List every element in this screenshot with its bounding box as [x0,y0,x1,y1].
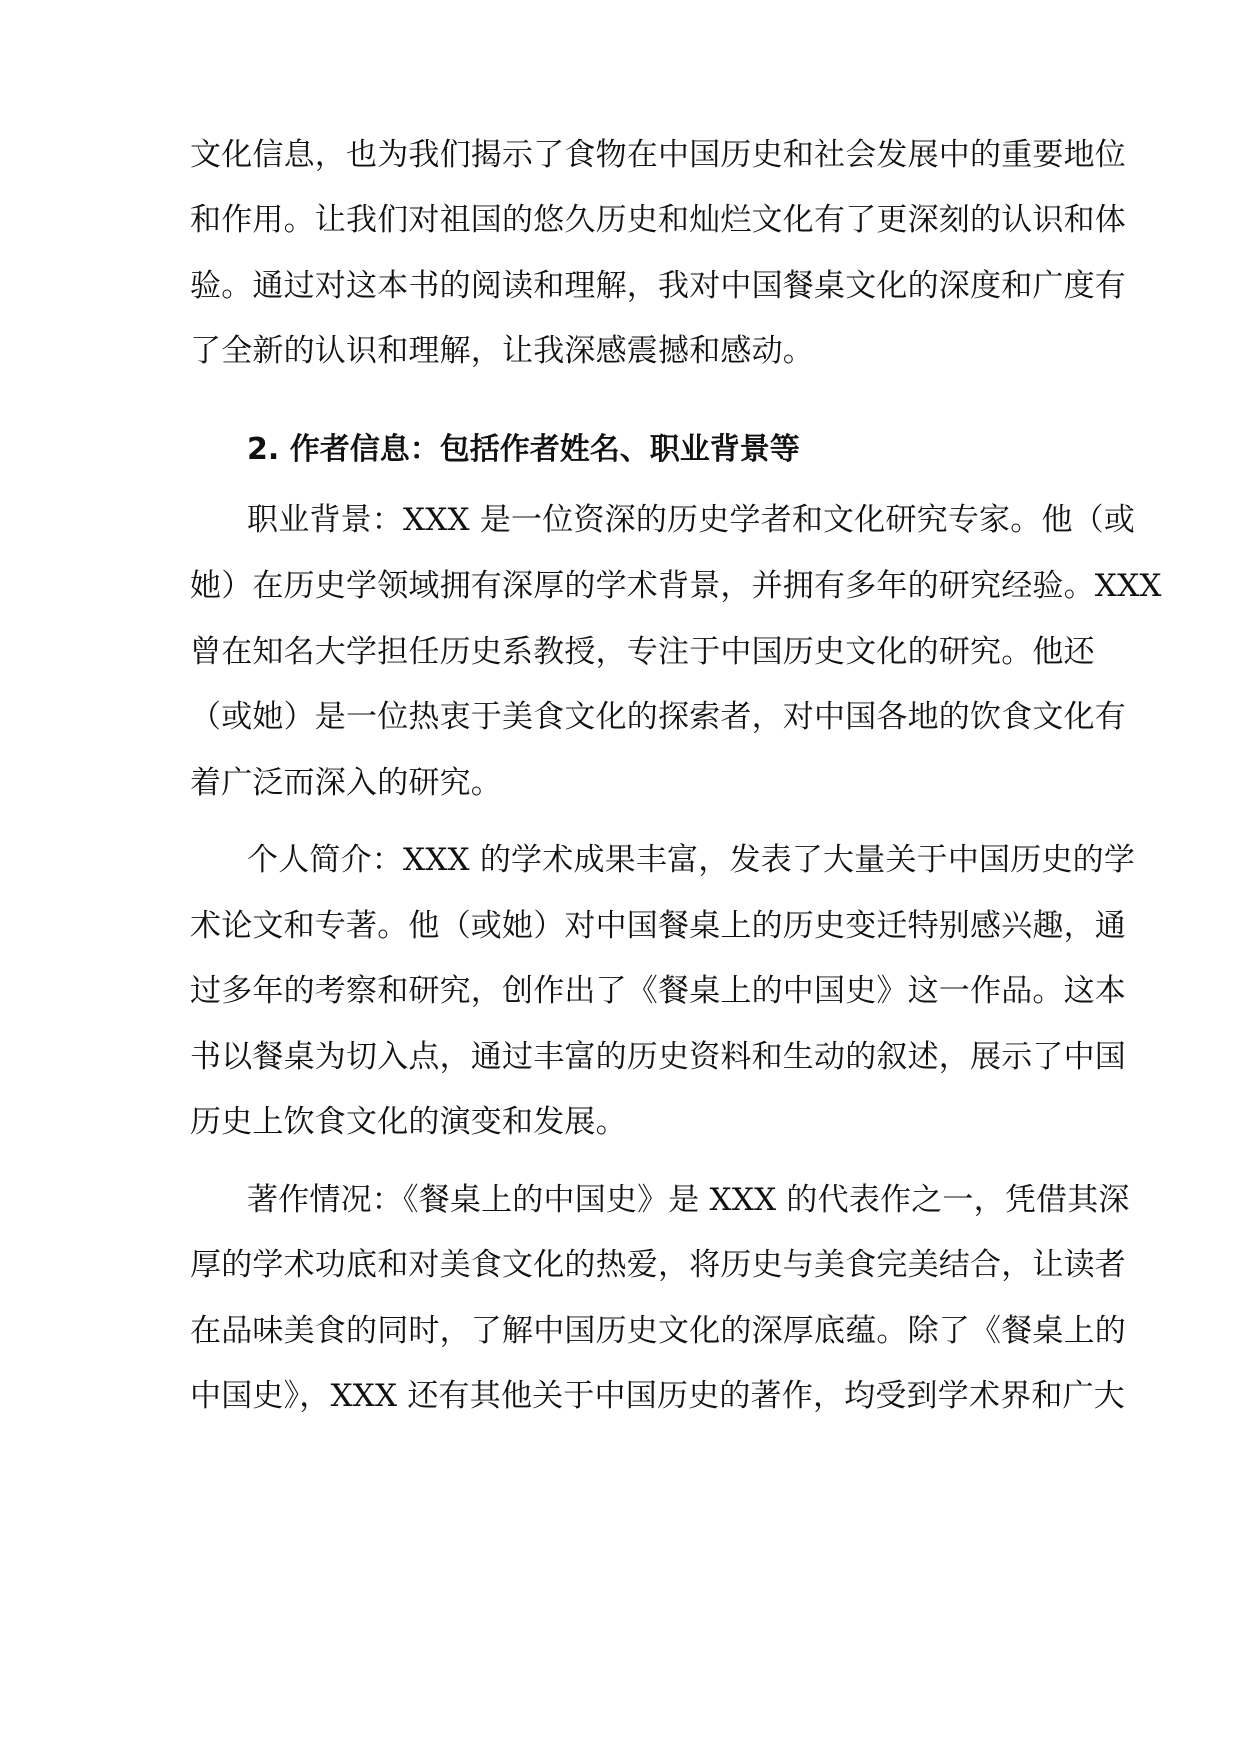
text-line: 曾在知名大学担任历史系教授，专注于中国历史文化的研究。他还 [190,634,1095,670]
text-line: 术论文和专著。他（或她）对中国餐桌上的历史变迁特别感兴趣，通 [190,908,1126,944]
text-line: 在品味美食的同时，了解中国历史文化的深厚底蕴。除了《餐桌上的 [190,1313,1126,1349]
text-line: 她）在历史学领域拥有深厚的学术背景，并拥有多年的研究经验。XXX [190,568,1162,604]
text-line: 过多年的考察和研究，创作出了《餐桌上的中国史》这一作品。这本 [190,973,1126,1009]
text-line: 书以餐桌为切入点，通过丰富的历史资料和生动的叙述，展示了中国 [190,1039,1126,1075]
text-line: 和作用。让我们对祖国的悠久历史和灿烂文化有了更深刻的认识和体 [190,202,1126,238]
text-line: 中国史》，XXX 还有其他关于中国历史的著作，均受到学术界和广大 [190,1378,1125,1414]
text-line: 着广泛而深入的研究。 [190,765,502,801]
section-heading: 2. 作者信息：包括作者姓名、职业背景等 [247,432,800,467]
text-line: 了全新的认识和理解，让我深感震撼和感动。 [190,333,814,369]
text-line: （或她）是一位热衷于美食文化的探索者，对中国各地的饮食文化有 [190,699,1126,735]
text-line: 验。通过对这本书的阅读和理解，我对中国餐桌文化的深度和广度有 [190,268,1126,304]
text-line: 著作情况：《餐桌上的中国史》是 XXX 的代表作之一，凭借其深 [247,1182,1130,1218]
text-line: 文化信息，也为我们揭示了食物在中国历史和社会发展中的重要地位 [190,137,1126,173]
text-line: 厚的学术功底和对美食文化的热爱，将历史与美食完美结合，让读者 [190,1247,1126,1283]
text-line: 个人简介：XXX 的学术成果丰富，发表了大量关于中国历史的学 [247,842,1136,878]
text-line: 职业背景：XXX 是一位资深的历史学者和文化研究专家。他（或 [247,502,1136,538]
text-line: 历史上饮食文化的演变和发展。 [190,1104,627,1140]
